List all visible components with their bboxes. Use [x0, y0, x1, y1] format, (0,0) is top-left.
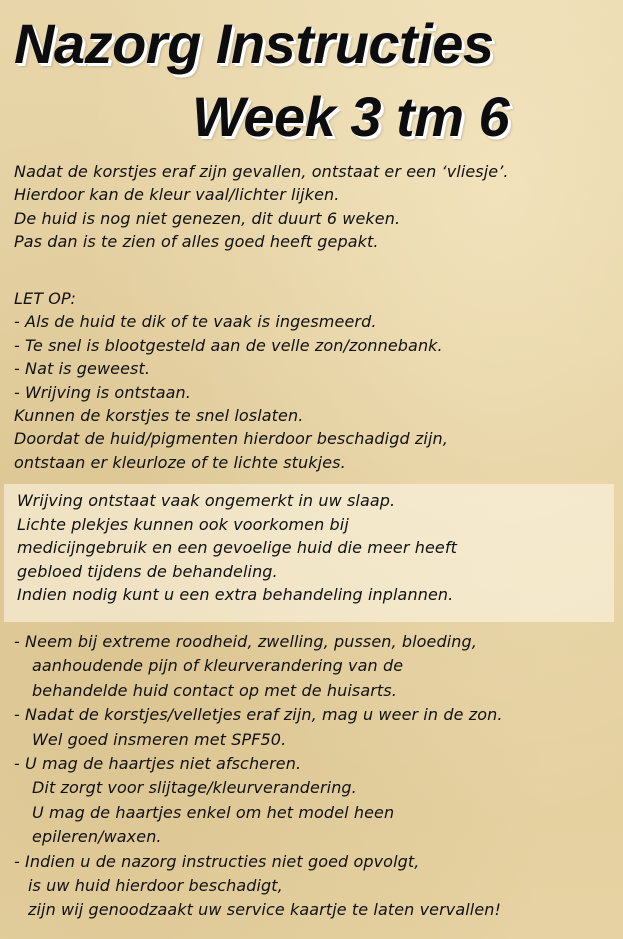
tip-line: Dit zorgt voor slijtage/kleurverandering. — [32, 778, 357, 798]
info-line: Lichte plekjes kunnen ook voorkomen bij — [17, 514, 349, 534]
tip-line: - Indien u de nazorg instructies niet goed opvolgt, — [14, 851, 420, 871]
let-op-line: Doordat de huid/pigmenten hierdoor beschadigd zijn, — [14, 429, 448, 449]
info-box-content — [17, 489, 457, 607]
tip-line: U mag de haartjes enkel om het model heen — [32, 802, 395, 822]
tip-line: aanhoudende pijn of kleurverandering van de — [32, 656, 404, 676]
let-op-line: - Te snel is blootgesteld aan de velle zon/zonnebank. — [14, 335, 443, 355]
page-subtitle-week: Week 3 tm 6 — [192, 85, 510, 148]
let-op-line: - Als de huid te dik of te vaak is ingesmeerd. — [14, 312, 377, 332]
page-title: Nazorg Instructies — [14, 12, 494, 75]
let-op-line: Kunnen de korstjes te snel loslaten. — [14, 406, 304, 426]
info-line: Wrijving ontstaat vaak ongemerkt in uw slaap. — [17, 491, 396, 510]
info-line: gebloed tijdens de behandeling. — [17, 561, 278, 581]
info-box — [4, 484, 614, 622]
tips-list — [14, 630, 619, 923]
tip-line: Wel goed insmeren met SPF50. — [32, 729, 287, 749]
let-op-heading: LET OP: — [14, 289, 76, 308]
intro-line: De huid is nog niet genezen, dit duurt 6 weken. — [14, 208, 401, 228]
tip-line: behandelde huid contact op met de huisarts. — [32, 680, 397, 700]
info-line: medicijngebruik en een gevoelige huid die meer heeft — [17, 538, 457, 558]
tip-line: - Neem bij extreme roodheid, zwelling, pussen, bloeding, — [14, 632, 477, 651]
let-op-line: - Wrijving is ontstaan. — [14, 382, 191, 402]
tip-line: - Nadat de korstjes/velletjes eraf zijn, mag u weer in de zon. — [14, 705, 503, 725]
tip-line: is uw huid hierdoor beschadigt, — [28, 876, 283, 896]
info-line: Indien nodig kunt u een extra behandeling inplannen. — [17, 585, 454, 605]
tip-line: epileren/waxen. — [32, 827, 162, 847]
tip-line: zijn wij genoodzaakt uw service kaartje te laten vervallen! — [28, 900, 502, 920]
intro-paragraph — [14, 160, 619, 254]
intro-line: Hierdoor kan de kleur vaal/lichter lijken. — [14, 185, 340, 205]
let-op-section — [14, 287, 619, 474]
tip-line: - U mag de haartjes niet afscheren. — [14, 754, 302, 774]
intro-line: Pas dan is te zien of alles goed heeft gepakt. — [14, 232, 379, 252]
let-op-line: - Nat is geweest. — [14, 359, 151, 379]
intro-line: Nadat de korstjes eraf zijn gevallen, ontstaat er een ‘vliesje’. — [14, 162, 509, 181]
let-op-line: ontstaan er kleurloze of te lichte stukjes. — [14, 452, 346, 472]
